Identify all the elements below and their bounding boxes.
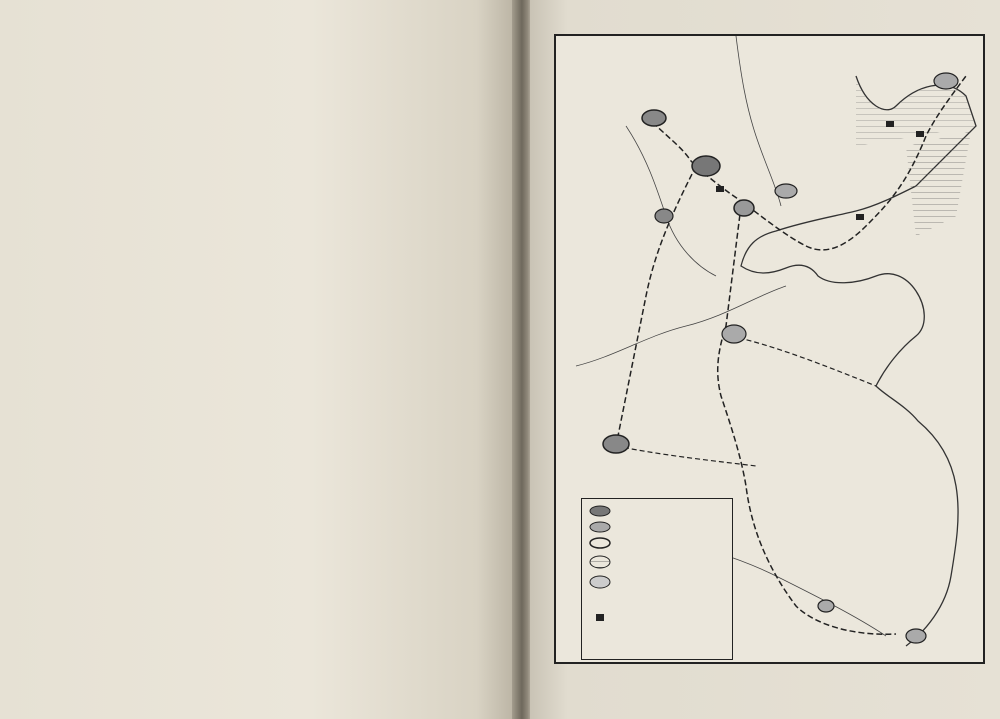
map-scheme bbox=[554, 34, 985, 664]
sun-chuan-fang-symbol bbox=[588, 575, 612, 589]
map-caption bbox=[576, 666, 976, 681]
mukden-symbol bbox=[588, 555, 612, 569]
army-marker bbox=[722, 325, 746, 343]
right-page bbox=[530, 0, 1000, 719]
army-marker bbox=[603, 435, 629, 453]
liaodong-hatch bbox=[906, 131, 971, 236]
army-marker bbox=[734, 200, 754, 216]
army-marker bbox=[775, 184, 797, 198]
go-sun-lin-symbol bbox=[588, 521, 612, 533]
garrison-marker bbox=[716, 186, 724, 192]
army-marker bbox=[906, 629, 926, 643]
garrison-marker bbox=[886, 121, 894, 127]
army-marker bbox=[642, 110, 666, 126]
garrison-marker bbox=[916, 131, 924, 137]
army-marker bbox=[818, 600, 834, 612]
army-marker bbox=[934, 73, 958, 89]
railway bbox=[616, 166, 696, 446]
army-marker bbox=[692, 156, 720, 176]
river bbox=[626, 126, 716, 276]
army-marker bbox=[655, 209, 673, 223]
garrison-symbol bbox=[588, 613, 612, 623]
enemy-symbol bbox=[588, 537, 612, 549]
river bbox=[736, 36, 781, 206]
railway bbox=[731, 336, 876, 386]
railway bbox=[616, 446, 756, 466]
river bbox=[576, 286, 786, 366]
railway bbox=[718, 206, 896, 634]
map-legend bbox=[581, 498, 733, 660]
garrison-marker bbox=[856, 214, 864, 220]
national-army-symbol bbox=[588, 505, 612, 517]
